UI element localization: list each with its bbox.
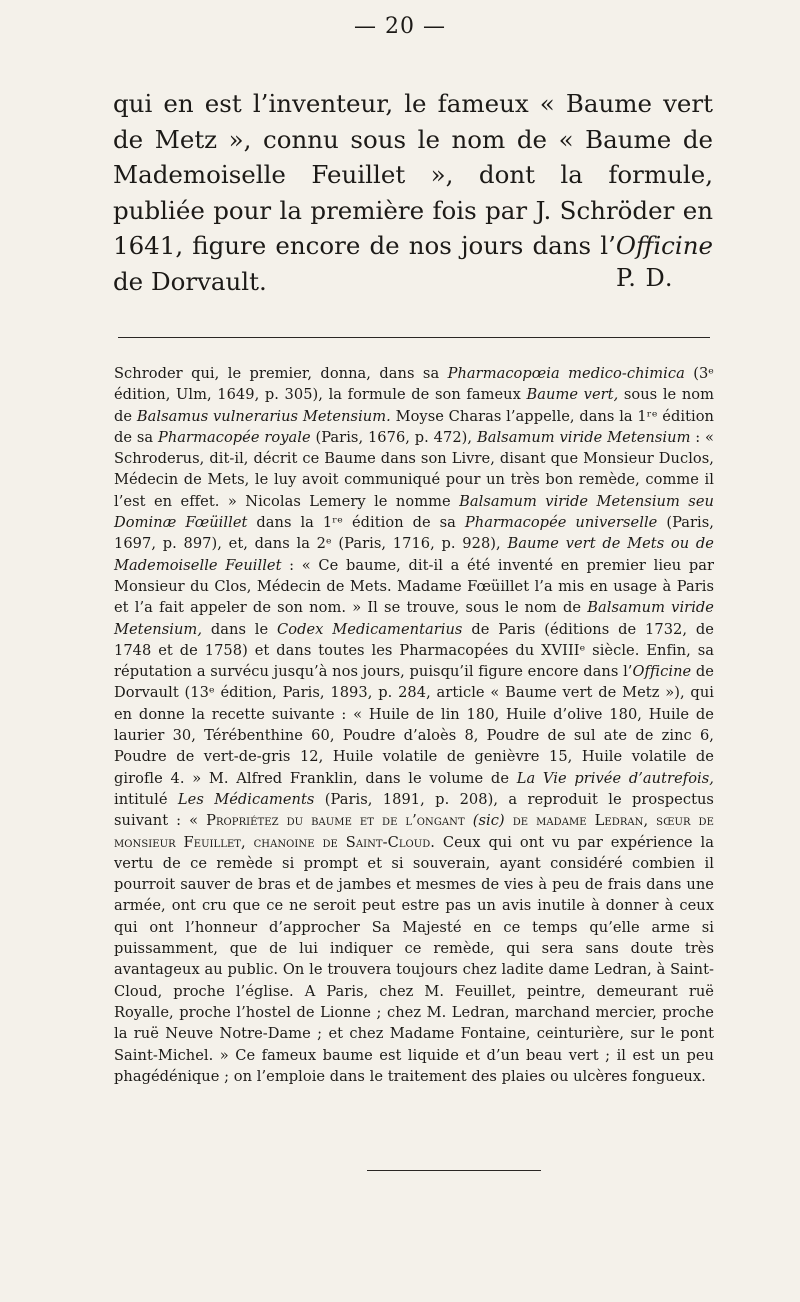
fn-italic: Baume vert de Mets ou de Mademoiselle Feuillet	[114, 535, 714, 574]
main-line-5-suffix: de Dorvault.	[113, 266, 267, 296]
fn-text: sous le nom de	[114, 386, 714, 425]
fn-text: Ceux qui ont vu par expérience la vertu de ce remède si prompt et si souverain, ayant considéré combien il pourroit sauver de bras et de jambes et mesmes de vies à peu de frais dans une armée, ont cru que ce ne seroit peut estre pas un avis inutile à donner à ceux qui ont l’honneur d’approcher Sa Majesté en ce temps qu’elle arme si puissamment, que de lui indiquer ce remède, qui sera sans doute très avantageux au public. On le trouvera toujours chez ladite dame Ledran, à Saint-Cloud, proche l’église. A Paris, chez M. Feuillet, peintre, demeurant ruë Royalle, proche l’hostel de Lionne ; chez M. Ledran, marchand mercier, proche la ruë Neuve Notre-Dame ; et chez Madame Fontaine, ceinturière, sur le pont Saint-Michel. » Ce fameux baume est liquide et d’un beau vert ; il est un peu phagédénique ; on l’emploie dans le traitement des plaies ou ulcères fongueux.	[114, 833, 714, 1085]
fn-italic: Balsamum viride Metensium seu Dominæ Fœüillet	[114, 492, 714, 532]
signature: P. D.	[616, 264, 674, 292]
fn-italic: Pharmacopœia medico-chimica	[447, 365, 685, 382]
fn-text: (Paris, 1697, p. 897), et, dans la 2ᵉ (Paris, 1716, p. 928),	[114, 514, 715, 553]
fn-italic: Officine	[632, 663, 692, 681]
fn-italic: Balsamum viride Metensium	[476, 428, 691, 446]
fn-italic: Codex Medicamentarius	[277, 620, 463, 638]
fn-text: dans le	[202, 620, 278, 638]
fn-text: de Paris (éditions de 1732, de 1748 et de 1758) et dans toutes les Pharmacopées du XVIIIᵉ siècle. Enfin, sa réputation a survécu jusqu’à nos jours, puisqu’il figure encore dans l’	[114, 620, 714, 681]
fn-text: intitulé	[114, 790, 178, 808]
fn-italic: Les Médicaments	[177, 790, 315, 808]
fn-text: (3ᵉ édition, Ulm, 1649, p. 305), la formule de son fameux	[114, 365, 715, 404]
fn-italic: Pharmacopée royale	[157, 428, 311, 446]
fn-text: (Paris, 1676, p. 472),	[310, 428, 477, 446]
main-line-5-prefix: l’	[600, 231, 616, 260]
fn-italic: (sic)	[472, 812, 505, 830]
main-line-3: dont la formule, publiée pour la première fois par	[113, 160, 713, 225]
end-separator	[367, 1170, 541, 1171]
footnote	[114, 363, 714, 1087]
fn-italic: Pharmacopée universelle	[464, 514, 658, 532]
fn-text	[465, 812, 473, 829]
fn-text: de Dorvault (13ᵉ édition, Paris, 1893, p. 284, article « Baume vert de Metz »), qui en donne la recette suivante : « Huile de lin 180, Huile d’olive 180, Huile de laurier 30, Térébenthine 60, Poudre d’aloès 8, Poudre de sul ate de zinc 6, Poudre de vert-de-gris 12, Huile volatile de genièvre 15, Huile volatile de girofle 4. » M. Alfred Franklin, dans le volume de	[114, 663, 714, 787]
main-line-4: J. Schröder en 1641, figure encore de nos jours dans	[113, 195, 714, 260]
fn-text: Schroder qui, le premier, donna, dans sa	[114, 365, 448, 382]
fn-smallcaps: Propriétez du baume et de l’ongant	[206, 812, 465, 830]
fn-text: dans la 1ʳᵉ édition de sa	[247, 514, 465, 532]
main-line-5-italic: Officine	[615, 231, 713, 260]
fn-text: : « Schroderus, dit-il, décrit ce Baume dans son Livre, disant que Monsieur Duclos, Médecin de Mets, le luy avoit communiqué pour un très bon remède, comme il l’est en effet. » Nicolas Lemery le nomme	[114, 428, 715, 510]
fn-smallcaps: de madame Ledran, sœur de monsieur Feuillet, chanoine de Saint-Cloud.	[114, 812, 714, 851]
fn-italic: La Vie privée d’autrefois,	[516, 769, 714, 787]
fn-text: (Paris, 1891, p. 208), a reproduit le prospectus suivant : «	[114, 790, 714, 830]
fn-text	[505, 812, 513, 829]
fn-italic: Balsamus vulnerarius Metensium.	[136, 407, 391, 425]
main-line-1: qui en est l’inventeur, le fameux « Baume vert de Metz »,	[113, 89, 713, 154]
fn-text: : « Ce baume, dit-il a été inventé en premier lieu par Monsieur du Clos, Médecin de Mets. Madame Fœüillet l’a mis en usage à Paris et l’a fait appeler de son nom. » Il se trouve, sous le nom de	[114, 556, 714, 617]
main-line-2: connu sous le nom de « Baume de Mademoiselle Feuillet »,	[113, 124, 714, 189]
fn-italic: Balsamum viride Metensium,	[114, 599, 714, 638]
fn-italic: Baume vert,	[526, 386, 619, 404]
fn-text: Moyse Charas l’appelle, dans la 1ʳᵉ édition de sa	[114, 407, 714, 446]
page-number: — 20 —	[354, 14, 446, 39]
footnote-separator	[118, 337, 710, 338]
